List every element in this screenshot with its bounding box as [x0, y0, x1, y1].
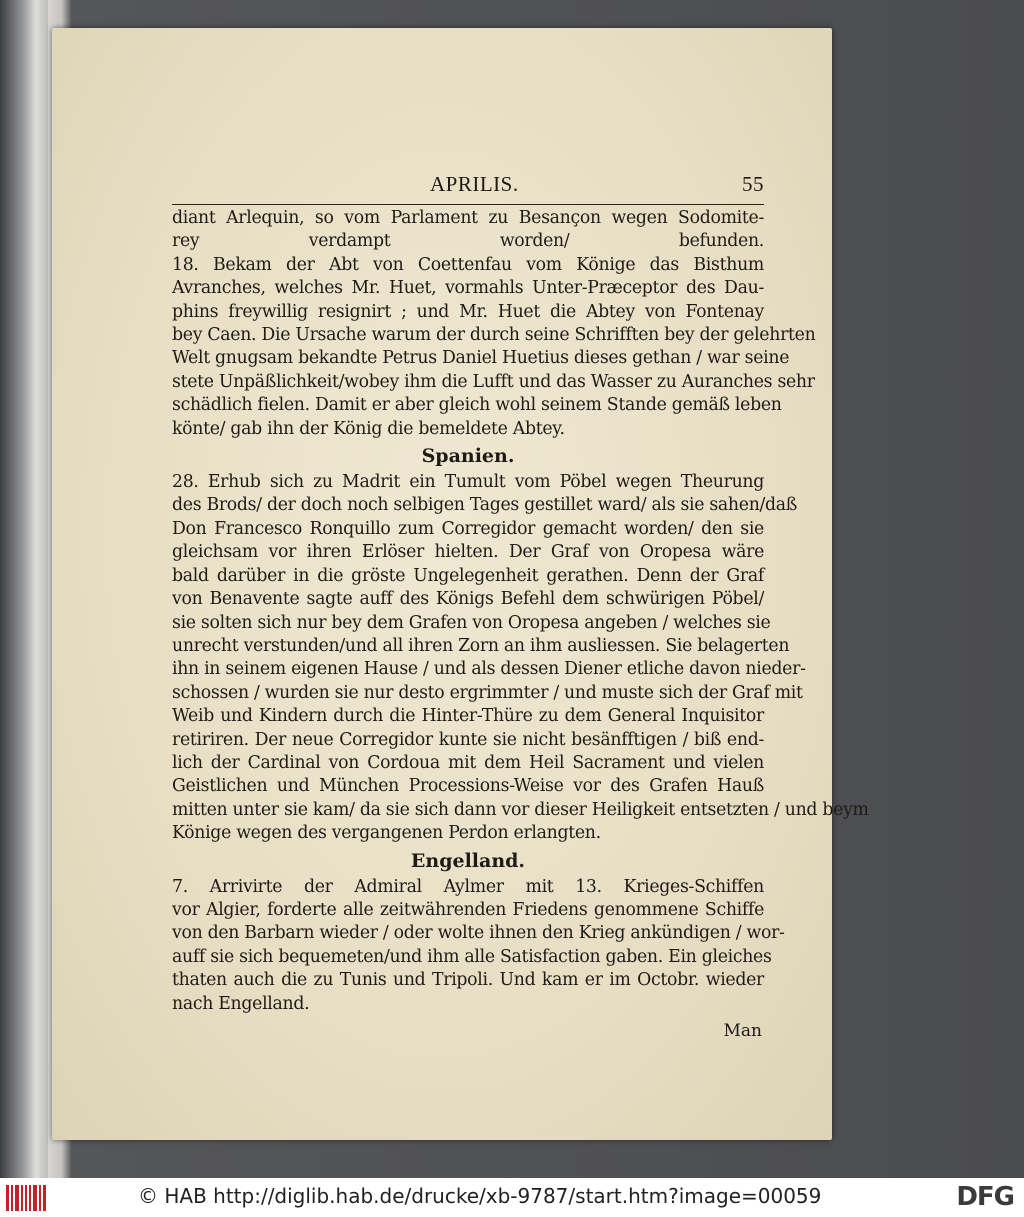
page-number: 55	[742, 172, 764, 196]
text-line: unrecht verstunden/und all ihren Zorn an ihm ausliessen. Sie belagerten	[172, 635, 790, 656]
section-heading: Engelland.	[410, 849, 526, 872]
text-line: ihn in seinem eigenen Hause / und als dessen Diener etliche davon nieder-	[172, 659, 806, 680]
footer-copyright-link[interactable]: © HAB http://diglib.hab.de/drucke/xb-9787/start.htm?image=00059	[138, 1184, 822, 1208]
text-line: Don Francesco Ronquillo zum Corregidor gemacht worden/ den sie	[172, 518, 764, 539]
text-line: schädlich fielen. Damit er aber gleich wohl seinem Stande gemäß leben	[172, 395, 782, 416]
text-line: stete Unpäßlichkeit/wobey ihm die Lufft und das Wasser zu Auranches sehr	[172, 371, 815, 392]
text-line: retiriren. Der neue Corregidor kunte sie nicht besänfftigen / biß end-	[172, 729, 764, 750]
section-heading: Spanien.	[421, 445, 515, 468]
text-line: phins freywillig resignirt ; und Mr. Huet die Abtey von Fontenay	[172, 301, 764, 322]
text-line: diant Arlequin, so vom Parlament zu Besançon wegen Sodomite-	[172, 208, 764, 228]
book-page	[52, 28, 869, 1140]
running-header	[172, 168, 764, 204]
text-line: gleichsam vor ihren Erlöser hielten. Der Graf von Oropesa wäre	[172, 542, 764, 563]
sections-container	[172, 207, 869, 1016]
text-line: Weib und Kindern durch die Hinter-Thüre zu dem General Inquisitor	[172, 706, 764, 727]
text-line: bald darüber in die gröste Ungelegenheit gerathen. Denn der Graf	[172, 565, 764, 586]
header-rule	[172, 204, 764, 205]
catchword: Man	[723, 1021, 762, 1041]
viewer-footer	[0, 1178, 1024, 1217]
text-line: Avranches, welches Mr. Huet, vormahls Unter-Præceptor des Dau-	[172, 278, 764, 299]
text-line: 28. Erhub sich zu Madrit ein Tumult vom Pöbel wegen Theurung	[172, 472, 764, 493]
text-line: thaten auch die zu Tunis und Tripoli. Und kam er im Octobr. wieder	[172, 970, 764, 991]
text-line: lich der Cardinal von Cordoua mit dem Heil Sacrament und vielen	[172, 752, 764, 773]
text-line: auff sie sich bequemeten/und ihm alle Satisfaction gaben. Ein gleiches	[172, 946, 772, 967]
text-line: schossen / wurden sie nur desto ergrimmter / und muste sich der Graf mit	[172, 682, 803, 703]
text-line: bey Caen. Die Ursache warum der durch seine Schrifften bey der gelehrten	[172, 325, 816, 346]
text-line: von den Barbarn wieder / oder wolte ihnen den Krieg ankündigen / wor-	[172, 923, 785, 944]
dfg-logo: DFG	[956, 1182, 1014, 1212]
text-line: 7. Arrivirte der Admiral Aylmer mit 13. Krieges-Schiffen	[172, 876, 764, 897]
previous-page-edge	[0, 0, 48, 1178]
running-header-title: APRILIS.	[430, 172, 519, 196]
text-line: sie solten sich nur bey dem Grafen von Oropesa angeben / welches sie	[172, 612, 771, 633]
text-line: nach Engelland.	[172, 993, 310, 1014]
text-line: Welt gnugsam bekandte Petrus Daniel Huetius dieses gethan / war seine	[172, 348, 790, 369]
text-line: Könige wegen des vergangenen Perdon erlangten.	[172, 823, 601, 844]
text-line: des Brods/ der doch noch selbigen Tages gestillet ward/ als sie sahen/daß	[172, 495, 798, 516]
text-line: rey verdampt worden/ befunden.	[172, 231, 764, 252]
text-line: vor Algier, forderte alle zeitwährenden Friedens genommene Schiffe	[172, 899, 764, 920]
text-line: 18. Bekam der Abt von Coettenfau vom Könige das Bisthum	[172, 254, 764, 275]
text-line: von Benavente sagte auff des Königs Befehl dem schwürigen Pöbel/	[172, 589, 764, 610]
page-text-block	[172, 168, 869, 1044]
text-line: Geistlichen und München Processions-Weise vor des Grafen Hauß	[172, 776, 764, 797]
hab-barcode-logo	[6, 1185, 46, 1211]
text-line: mitten unter sie kam/ da sie sich dann vor dieser Heiligkeit entsetzten / und beym	[172, 799, 869, 820]
text-line: könte/ gab ihn der König die bemeldete Abtey.	[172, 418, 565, 439]
